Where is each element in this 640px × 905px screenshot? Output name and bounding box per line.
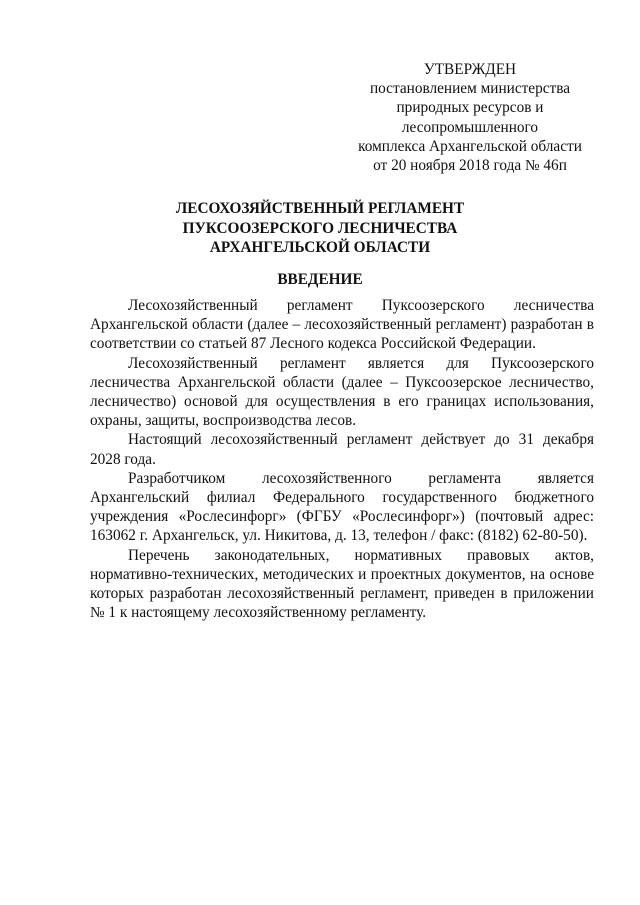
- approval-stamp: [340, 60, 600, 175]
- body-paragraph: Перечень законодательных, нормативных правовых актов, нормативно-технических, методических и проектных документов, на основе которых разработан лесохозяйственный регламент, приведен в приложении № 1 к настоящему лесохозяйственному регламенту.: [90, 546, 594, 622]
- body-paragraph: Лесохозяйственный регламент Пуксоозерского лесничества Архангельской области (далее – лесохозяйственный регламент) разработан в соответствии со статьей 87 Лесного кодекса Российской Федерации.: [90, 297, 594, 353]
- document-body: [90, 296, 594, 622]
- body-paragraph: Лесохозяйственный регламент является для Пуксоозерского лесничества Архангельской области (далее – Пуксоозерское лесничество, лесничество) основой для осуществления в его границах использования, охраны, защиты, воспроизводства лесов.: [90, 354, 594, 430]
- approval-line: постановлением министерства: [369, 80, 571, 98]
- section-heading: ВВЕДЕНИЕ: [277, 271, 363, 288]
- approval-line: комплекса Архангельской области: [358, 137, 582, 155]
- title-line: АРХАНГЕЛЬСКОЙ ОБЛАСТИ: [209, 239, 431, 256]
- document-title: [0, 199, 640, 258]
- approval-date-line: от 20 ноября 2018 года № 46п: [373, 157, 567, 175]
- approval-line: лесопромышленного: [401, 118, 539, 136]
- title-line: ЛЕСОХОЗЯЙСТВЕННЫЙ РЕГЛАМЕНТ: [175, 200, 465, 217]
- title-line: ПУКСООЗЕРСКОГО ЛЕСНИЧЕСТВА: [182, 219, 458, 237]
- approval-line: природных ресурсов и: [396, 99, 544, 117]
- approval-heading: УТВЕРЖДЕН: [423, 61, 517, 78]
- body-paragraph: Настоящий лесохозяйственный регламент действует до 31 декабря 2028 года.: [90, 431, 594, 468]
- body-paragraph: Разработчиком лесохозяйственного регламента является Архангельский филиал Федерального государственного бюджетного учреждения «Рослесинфорг» (ФГБУ «Рослесинфорг») (почтовый адрес: 163062 г. Архангельск, ул. Никитова, д. 13, телефон / факс: (8182) 62-80-50).: [90, 469, 594, 545]
